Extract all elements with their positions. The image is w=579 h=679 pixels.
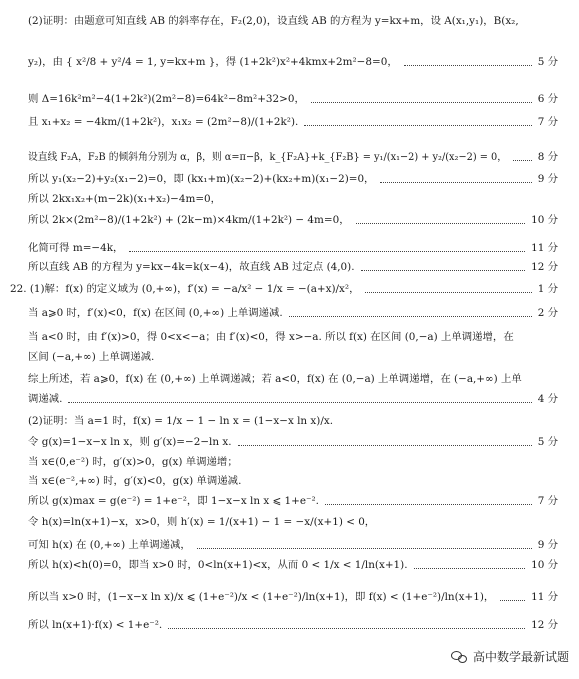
watermark — [451, 648, 569, 665]
score-label: 11 分 — [531, 591, 558, 603]
score-label: 5 分 — [537, 436, 558, 448]
score-label: 8 分 — [537, 151, 558, 163]
leader-dots — [325, 490, 532, 505]
solution-line — [0, 350, 579, 372]
score-label: 6 分 — [537, 93, 558, 105]
line-text: 且 x₁+x₂ = −4km/(1+2k²)，x₁x₂ = (2m²−8)/(1+2k²). — [28, 116, 299, 128]
leader-dots — [68, 388, 531, 403]
solution-line — [0, 618, 579, 640]
score-label: 12 分 — [531, 261, 558, 273]
score-label: 7 分 — [537, 495, 558, 507]
line-text: 当 x∈(0,e⁻²) 时，g′(x)>0，g(x) 单调递增； — [28, 456, 238, 468]
leader-dots — [404, 51, 532, 66]
line-text: y₂)，由 { x²/8 + y²/4 = 1, y=kx+m }，得 (1+2k²)x²+4kmx+2m²−8=0， — [28, 56, 398, 68]
solution-line — [0, 213, 579, 235]
line-text: 所以 g(x)max = g(e⁻²) = 1+e⁻²，即 1−x−x ln x ⩽ 1+e⁻². — [28, 495, 319, 507]
score-label: 2 分 — [537, 307, 558, 319]
solution-line — [0, 558, 579, 580]
line-text: 化简可得 m=−4k， — [28, 242, 124, 254]
leader-dots — [356, 209, 525, 224]
line-text: 所以直线 AB 的方程为 y=kx−4k=k(x−4)，故直线 AB 过定点 (4,0). — [28, 261, 355, 273]
wechat-icon — [451, 651, 467, 663]
solution-line — [0, 306, 579, 328]
line-text: 当 x∈(e⁻²,+∞) 时，g′(x)<0，g(x) 单调递减. — [28, 475, 242, 487]
line-text: 所以 2k×(2m²−8)/(1+2k²) + (2k−m)×4km/(1+2k²) − 4m=0， — [28, 214, 350, 226]
leader-dots — [365, 278, 531, 293]
watermark-text: 高中数学最新试题 — [472, 650, 569, 664]
leader-dots — [361, 256, 526, 271]
line-text: 当 a<0 时，由 f′(x)>0，得 0<x<−a；由 f′(x)<0，得 x>−a. 所以 f(x) 在区间 (0,−a) 上单调递增，在 — [28, 331, 514, 343]
line-text: 调递减. — [28, 393, 63, 405]
line-text: 设直线 F₂A，F₂B 的倾斜角分别为 α，β，则 α=π−β，k_{F₂A}+k_{F₂B} = y₁/(x₁−2) + y₂/(x₂−2) = 0， — [28, 151, 507, 163]
line-text: 令 g(x)=1−x−x ln x，则 g′(x)=−2−ln x. — [28, 436, 232, 448]
leader-dots — [197, 534, 532, 549]
line-text: 所以 2kx₁x₂+(m−2k)(x₁+x₂)−4m=0， — [28, 193, 222, 205]
line-text: 则 Δ=16k²m²−4(1+2k²)(2m²−8)=64k²−8m²+32>0， — [28, 93, 305, 105]
leader-dots — [304, 111, 531, 126]
line-text: 区间 (−a,+∞) 上单调递减. — [28, 351, 155, 363]
line-text: (2)证明：由题意可知直线 AB 的斜率存在，F₂(2,0)，设直线 AB 的方程为 y=kx+m，设 A(x₁,y₁)，B(x₂, — [28, 15, 519, 27]
solution-line — [0, 55, 579, 77]
leader-dots — [311, 88, 532, 103]
leader-dots — [380, 168, 531, 183]
solution-line — [0, 392, 579, 414]
solution-line — [0, 435, 579, 457]
leader-dots — [500, 586, 525, 601]
leader-dots — [129, 237, 525, 252]
score-label: 5 分 — [537, 56, 558, 68]
leader-dots — [168, 614, 525, 629]
solution-line — [0, 330, 579, 352]
score-label: 4 分 — [537, 393, 558, 405]
line-text: 22. (1)解：f(x) 的定义域为 (0,+∞)，f′(x) = −a/x² − 1/x = −(a+x)/x²， — [10, 283, 360, 295]
line-text: 当 a⩾0 时，f′(x)<0，f(x) 在区间 (0,+∞) 上单调递减. — [28, 307, 283, 319]
line-text: 综上所述，若 a⩾0，f(x) 在 (0,+∞) 上单调递减；若 a<0，f(x) 在 (0,−a) 上单调递增，在 (−a,+∞) 上单 — [28, 373, 522, 385]
line-text: 所以 y₁(x₂−2)+y₂(x₁−2)=0，即 (kx₁+m)(x₂−2)+(kx₂+m)(x₁−2)=0， — [28, 173, 375, 185]
leader-dots — [414, 554, 526, 569]
solution-line — [0, 14, 579, 36]
score-label: 11 分 — [531, 242, 558, 254]
line-text: 所以当 x>0 时，(1−x−x ln x)/x ⩽ (1+e⁻²)/x < (1+e⁻²)/ln(x+1)，即 f(x) < (1+e⁻²)/ln(x+1)， — [28, 591, 495, 603]
solution-line — [0, 494, 579, 516]
score-label: 7 分 — [537, 116, 558, 128]
line-text: 所以 h(x)<h(0)=0，即当 x>0 时，0<ln(x+1)<x，从而 0 < 1/x < 1/ln(x+1). — [28, 559, 408, 571]
line-text: 可知 h(x) 在 (0,+∞) 上单调递减， — [28, 539, 191, 551]
leader-dots — [513, 146, 532, 161]
score-label: 12 分 — [531, 619, 558, 631]
score-label: 10 分 — [531, 559, 558, 571]
line-text: 所以 ln(x+1)·f(x) < 1+e⁻². — [28, 619, 163, 631]
score-label: 1 分 — [537, 283, 558, 295]
score-label: 9 分 — [537, 539, 558, 551]
solution-line — [0, 172, 579, 194]
leader-dots — [289, 302, 532, 317]
leader-dots — [238, 431, 532, 446]
line-text: (2)证明：当 a=1 时，f(x) = 1/x − 1 − ln x = (1−x−x ln x)/x. — [28, 415, 333, 427]
solution-line — [0, 590, 579, 612]
solution-line — [0, 282, 579, 304]
score-label: 10 分 — [531, 214, 558, 226]
line-text: 令 h(x)=ln(x+1)−x，x>0，则 h′(x) = 1/(x+1) − 1 = −x/(x+1) < 0， — [28, 516, 376, 528]
solution-line — [0, 115, 579, 137]
score-label: 9 分 — [537, 173, 558, 185]
